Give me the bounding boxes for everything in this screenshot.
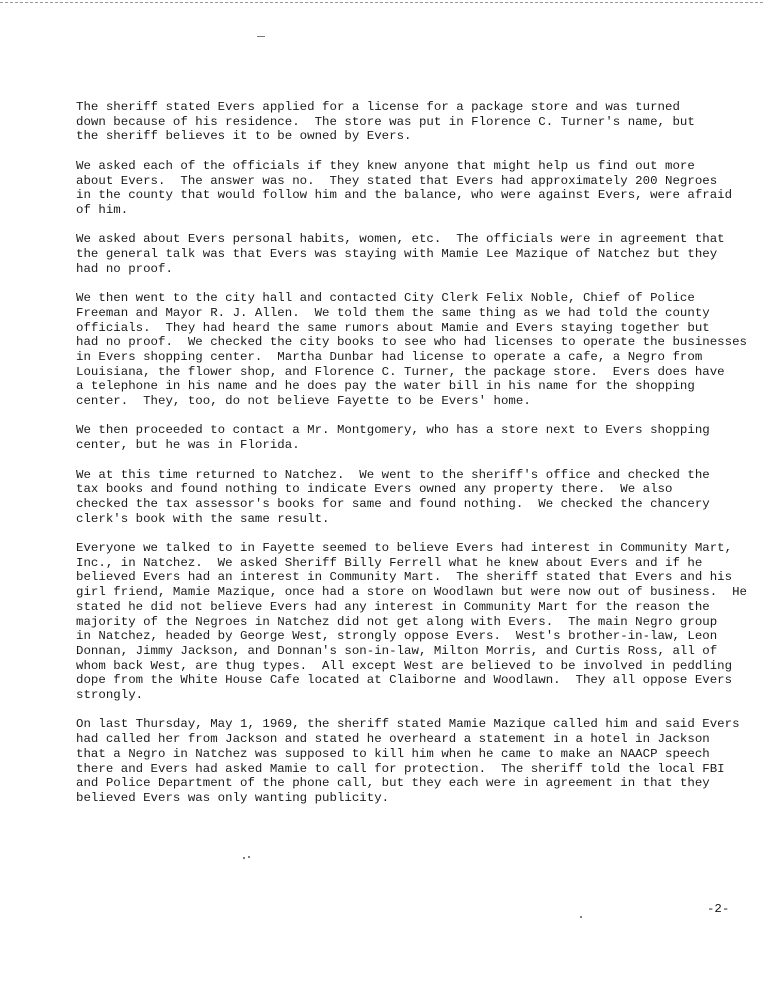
text-line: strongly.: [76, 688, 144, 703]
text-line: We asked each of the officials if they knew anyone that might help us find out more: [76, 158, 695, 173]
text-line: in Natchez, headed by George West, strongly oppose Evers. West's brother-in-law, Leon: [76, 629, 718, 644]
text-line: believed Evers was only wanting publicity.: [76, 790, 390, 805]
text-line: had no proof. We checked the city books to see who had licenses to operate the businesses: [76, 335, 748, 350]
text-line: down because of his residence. The store was put in Florence C. Turner's name, but: [76, 114, 695, 129]
text-line: Louisiana, the flower shop, and Florence C. Turner, the package store. Evers does have: [76, 364, 725, 379]
text-line: in Evers shopping center. Martha Dunbar had license to operate a cafe, a Negro from: [76, 349, 703, 364]
text-line: We at this time returned to Natchez. We went to the sheriff's office and checked the: [76, 467, 710, 482]
text-line: and Police Department of the phone call, but they each were in agreement in that they: [76, 776, 710, 791]
text-line: We then went to the city hall and contacted City Clerk Felix Noble, Chief of Police: [76, 291, 695, 306]
text-line: stated he did not believe Evers had any interest in Community Mart for the reason the: [76, 599, 710, 614]
text-line: dope from the White House Cafe located at Claiborne and Woodlawn. They all oppose Evers: [76, 673, 733, 688]
text-line: believed Evers had an interest in Community Mart. The sheriff stated that Evers and his: [76, 570, 733, 585]
text-line: Everyone we talked to in Fayette seemed to believe Evers had interest in Community Mart,: [76, 541, 733, 555]
scan-speck: [580, 916, 582, 918]
text-line: clerk's book with the same result.: [76, 511, 330, 526]
text-line: On last Thursday, May 1, 1969, the sheriff stated Mamie Mazique called him and said Evers: [76, 717, 740, 732]
text-line: had called her from Jackson and stated he overheard a statement in a hotel in Jackson: [76, 732, 710, 747]
text-line: the general talk was that Evers was staying with Mamie Lee Mazique of Natchez but they: [76, 247, 718, 261]
text-line: center. They, too, do not believe Fayette to be Evers' home.: [76, 394, 531, 409]
text-line: Donnan, Jimmy Jackson, and Donnan's son-in-law, Milton Morris, and Curtis Ross, all of: [76, 643, 718, 658]
text-line: We then proceeded to contact a Mr. Montgomery, who has a store next to Evers shopping: [76, 423, 710, 438]
scan-speck: [243, 857, 245, 859]
text-line: officials. They had heard the same rumors about Mamie and Evers staying together but: [76, 320, 710, 335]
text-line: girl friend, Mamie Mazique, once had a store on Woodlawn but were now out of business. He: [76, 585, 748, 600]
stray-mark: [257, 36, 265, 37]
paragraph: [76, 717, 756, 805]
paragraph: [76, 291, 756, 409]
text-line: that a Negro in Natchez was supposed to kill him when he came to make an NAACP speech: [76, 746, 710, 761]
text-line: tax books and found nothing to indicate Evers owned any property there. We also: [76, 482, 673, 497]
paragraph: [76, 423, 756, 452]
text-line: had no proof.: [76, 261, 173, 276]
text-line: the sheriff believes it to be owned by Evers.: [76, 129, 412, 144]
text-line: center, but he was in Florida.: [76, 438, 300, 453]
text-line: Inc., in Natchez. We asked Sheriff Billy Ferrell what he knew about Evers and if he: [76, 555, 703, 570]
text-line: there and Evers had asked Mamie to call for protection. The sheriff told the local FBI: [76, 761, 725, 776]
paragraph: [76, 159, 756, 218]
text-line: We asked about Evers personal habits, women, etc. The officials were in agreement that: [76, 232, 725, 247]
text-line: about Evers. The answer was no. They stated that Evers had approximately 200 Negroes: [76, 173, 718, 188]
paragraph: [76, 468, 756, 527]
text-line: checked the tax assessor's books for same and found nothing. We checked the chancery: [76, 496, 710, 511]
text-line: whom back West, are thug types. All except West are believed to be involved in peddling: [76, 658, 733, 673]
text-line: majority of the Negroes in Natchez did not get along with Evers. The main Negro group: [76, 614, 718, 629]
paragraph: [76, 232, 756, 276]
text-line: of him.: [76, 202, 129, 217]
text-line: The sheriff stated Evers applied for a license for a package store and was turned: [76, 100, 680, 114]
text-line: in the county that would follow him and the balance, who were against Evers, were afraid: [76, 188, 733, 203]
scan-speck: [248, 856, 250, 858]
document-body: [76, 100, 756, 820]
paragraph: [76, 100, 756, 144]
text-line: a telephone in his name and he does pay the water bill in his name for the shopping: [76, 379, 695, 394]
paragraph: [76, 541, 756, 703]
page-top-edge: [0, 2, 763, 3]
page-number: -2-: [707, 902, 730, 916]
text-line: Freeman and Mayor R. J. Allen. We told them the same thing as we had told the county: [76, 305, 710, 320]
